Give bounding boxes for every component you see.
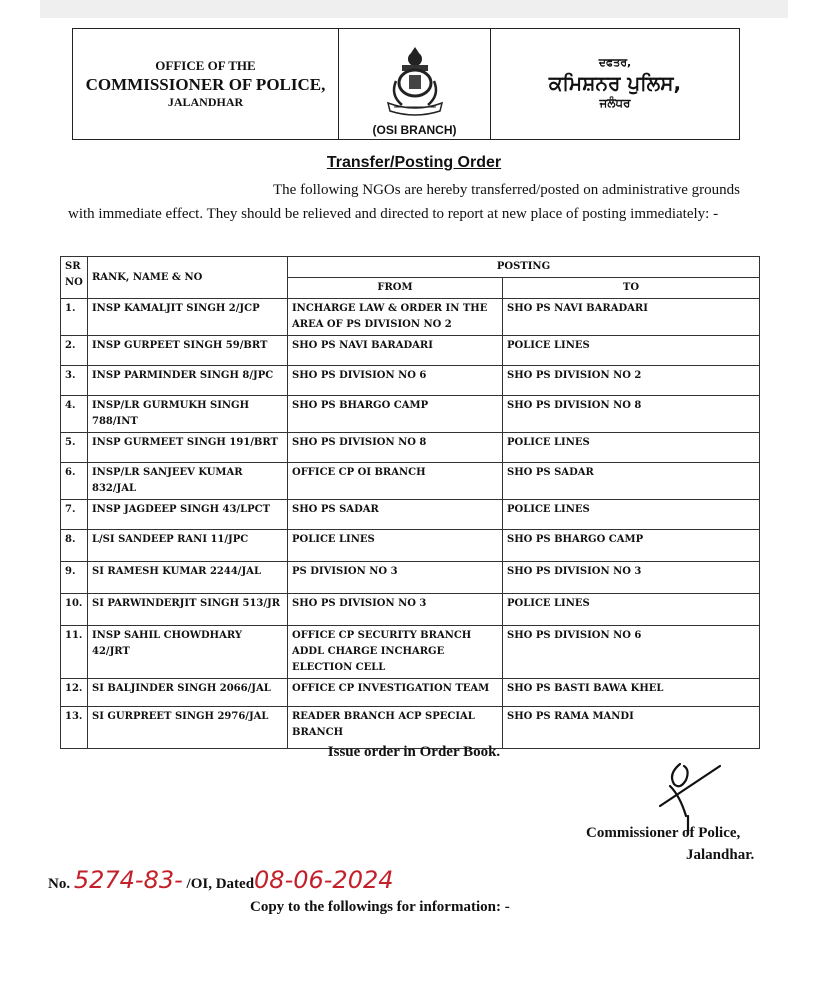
top-margin-bar: [40, 0, 788, 18]
table-row: [61, 336, 760, 366]
header-from: FROM: [288, 278, 503, 299]
letterhead-emblem-cell: [339, 29, 491, 139]
letterhead: [72, 28, 740, 140]
row-to: SHO PS DIVISION NO 3: [503, 562, 760, 594]
table-row: [61, 562, 760, 594]
office-line3: JALANDHAR: [167, 95, 244, 110]
dispatch-prefix: No.: [48, 876, 71, 892]
issue-note: Issue order in Order Book.: [327, 744, 501, 760]
row-name: SI PARWINDERJIT SINGH 513/JR: [88, 594, 288, 626]
row-from: SHO PS DIVISION NO 8: [288, 433, 503, 463]
row-from: POLICE LINES: [288, 530, 503, 562]
dispatch-middle: /OI, Dated: [186, 876, 255, 892]
row-to: POLICE LINES: [503, 500, 760, 530]
row-name: SI BALJINDER SINGH 2066/JAL: [88, 679, 288, 707]
row-from: SHO PS BHARGO CAMP: [288, 396, 503, 433]
dispatch-date: 08-06-2024: [254, 866, 394, 894]
table-row: [61, 463, 760, 500]
row-no: 12.: [61, 679, 88, 707]
header-rank-name: RANK, NAME & NO: [88, 257, 288, 299]
header-sr-no: SR NO: [61, 257, 88, 299]
row-to: POLICE LINES: [503, 594, 760, 626]
row-to: SHO PS SADAR: [503, 463, 760, 500]
row-no: 2.: [61, 336, 88, 366]
office-line2: COMMISSIONER OF POLICE,: [85, 75, 326, 94]
row-no: 6.: [61, 463, 88, 500]
police-emblem-icon: [380, 43, 450, 123]
row-to: SHO PS RAMA MANDI: [503, 707, 760, 749]
table-row: [61, 500, 760, 530]
row-no: 13.: [61, 707, 88, 749]
intro-paragraph: [68, 178, 740, 226]
header-posting: POSTING: [288, 257, 760, 278]
table-row: [61, 530, 760, 562]
row-to: SHO PS DIVISION NO 2: [503, 366, 760, 396]
gurmukhi-line2: ਕਮਿਸ਼ਨਰ ਪੁਲਿਸ,: [548, 71, 682, 96]
intro-text: The following NGOs are hereby transferred/posted on administrative grounds with immediate effect. They should be relieved and directed to report at new place of posting immediately: -: [68, 182, 740, 222]
row-from: OFFICE CP OI BRANCH: [288, 463, 503, 500]
row-no: 10.: [61, 594, 88, 626]
table-row: [61, 366, 760, 396]
table-row: [61, 433, 760, 463]
row-no: 11.: [61, 626, 88, 679]
signatory-designation: Commissioner of Police,: [586, 825, 741, 841]
row-to: POLICE LINES: [503, 336, 760, 366]
row-name: INSP PARMINDER SINGH 8/JPC: [88, 366, 288, 396]
row-no: 1.: [61, 299, 88, 336]
row-to: SHO PS DIVISION NO 6: [503, 626, 760, 679]
row-from: READER BRANCH ACP SPECIAL BRANCH: [288, 707, 503, 749]
row-no: 3.: [61, 366, 88, 396]
row-no: 7.: [61, 500, 88, 530]
header-to: TO: [503, 278, 760, 299]
letterhead-gurmukhi: [491, 29, 739, 139]
row-name: SI GURPREET SINGH 2976/JAL: [88, 707, 288, 749]
row-name: INSP KAMALJIT SINGH 2/JCP: [88, 299, 288, 336]
transfer-table: [60, 256, 760, 749]
row-from: INCHARGE LAW & ORDER IN THE AREA OF PS DIVISION NO 2: [288, 299, 503, 336]
gurmukhi-line1: ਦਫਤਰ,: [598, 56, 632, 70]
office-line1: OFFICE OF THE: [155, 57, 256, 73]
table-row: [61, 396, 760, 433]
table-row: [61, 594, 760, 626]
copy-line: Copy to the followings for information: -: [250, 899, 510, 915]
row-from: SHO PS SADAR: [288, 500, 503, 530]
row-to: POLICE LINES: [503, 433, 760, 463]
row-no: 9.: [61, 562, 88, 594]
row-name: INSP/LR GURMUKH SINGH 788/INT: [88, 396, 288, 433]
row-name: INSP JAGDEEP SINGH 43/LPCT: [88, 500, 288, 530]
table-row: [61, 679, 760, 707]
row-no: 4.: [61, 396, 88, 433]
row-to: SHO PS DIVISION NO 8: [503, 396, 760, 433]
row-from: OFFICE CP SECURITY BRANCH ADDL CHARGE INCHARGE ELECTION CELL: [288, 626, 503, 679]
letterhead-english: [73, 29, 339, 139]
row-name: INSP SAHIL CHOWDHARY 42/JRT: [88, 626, 288, 679]
dispatch-line: [48, 866, 394, 894]
row-to: SHO PS BHARGO CAMP: [503, 530, 760, 562]
row-to: SHO PS NAVI BARADARI: [503, 299, 760, 336]
gurmukhi-line3: ਜਲੰਧਰ: [599, 96, 631, 111]
dispatch-number: 5274-83-: [73, 866, 183, 894]
row-name: INSP/LR SANJEEV KUMAR 832/JAL: [88, 463, 288, 500]
row-to: SHO PS BASTI BAWA KHEL: [503, 679, 760, 707]
row-name: INSP GURPEET SINGH 59/BRT: [88, 336, 288, 366]
signatory-city: Jalandhar.: [686, 847, 755, 863]
row-name: SI RAMESH KUMAR 2244/JAL: [88, 562, 288, 594]
row-no: 8.: [61, 530, 88, 562]
table-row: [61, 707, 760, 749]
row-from: SHO PS DIVISION NO 3: [288, 594, 503, 626]
row-from: OFFICE CP INVESTIGATION TEAM: [288, 679, 503, 707]
order-title: Transfer/Posting Order: [326, 154, 502, 171]
signatory-block: [586, 822, 754, 866]
row-name: L/SI SANDEEP RANI 11/JPC: [88, 530, 288, 562]
row-no: 5.: [61, 433, 88, 463]
row-from: SHO PS NAVI BARADARI: [288, 336, 503, 366]
branch-label: (OSI BRANCH): [372, 123, 457, 137]
table-row: [61, 626, 760, 679]
row-name: INSP GURMEET SINGH 191/BRT: [88, 433, 288, 463]
table-row: [61, 299, 760, 336]
row-from: SHO PS DIVISION NO 6: [288, 366, 503, 396]
row-from: PS DIVISION NO 3: [288, 562, 503, 594]
